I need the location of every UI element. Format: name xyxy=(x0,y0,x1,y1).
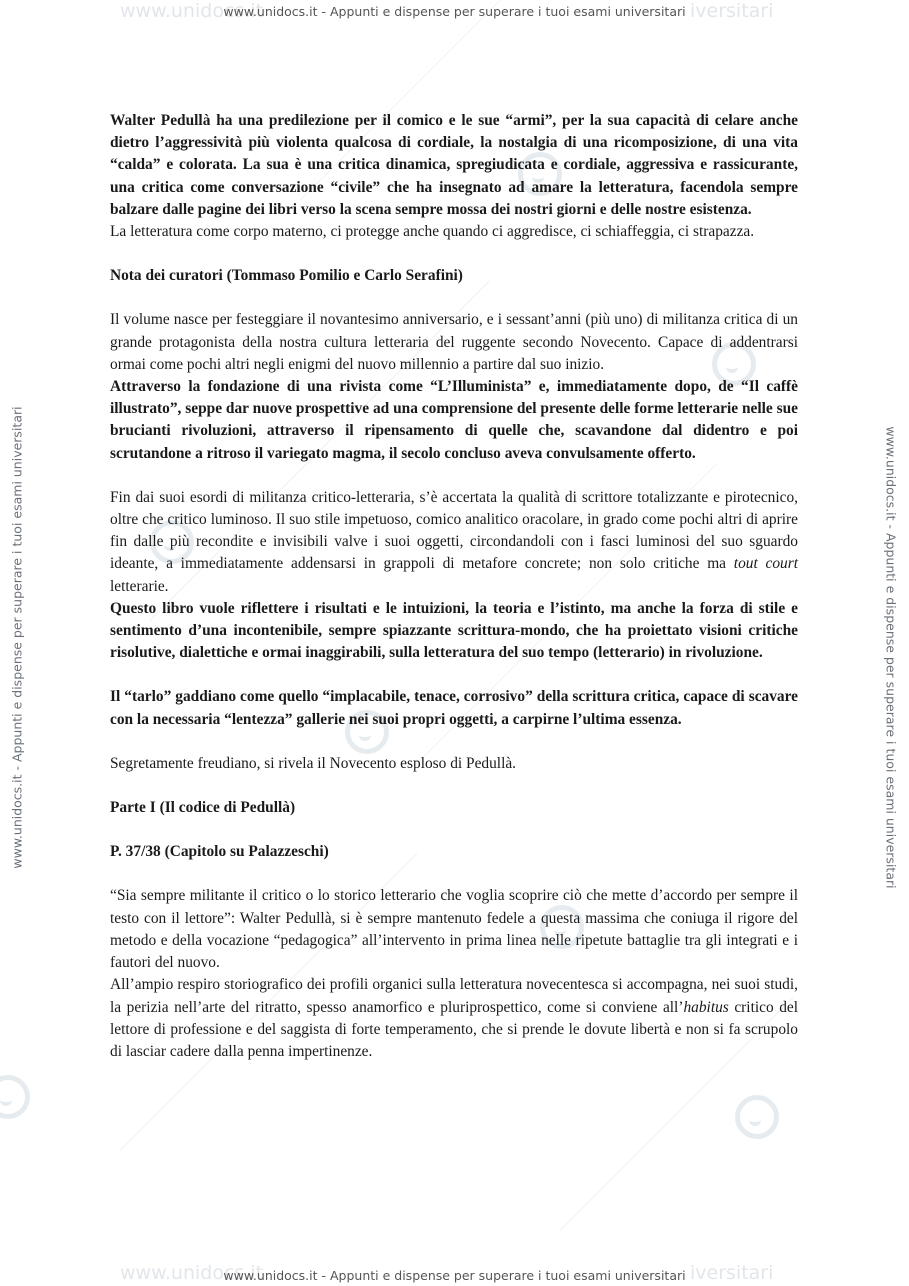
text-span: All’ampio respiro storiografico dei profili organici sulla letteratura novecentesca si accompagna, nei suoi studi, la perizia nell’arte del ritratto, spesso anamorfico e pluriprospettico, come si conviene all’ xyxy=(110,976,798,1016)
paragraph xyxy=(110,487,798,598)
italic-text: habitus xyxy=(683,998,729,1016)
ghost-watermark: www.unidocs.it xyxy=(120,0,264,22)
ghost-watermark: www.unidocs.it xyxy=(120,1262,264,1284)
paragraph xyxy=(110,974,798,1063)
italic-text: tout court xyxy=(733,555,799,573)
section-heading: Nota dei curatori (Tommaso Pomilio e Carlo Serafini) xyxy=(110,267,463,285)
paragraph: Attraverso la fondazione di una rivista come “L’Illuminista” e, immediatamente dopo, de “Il caffè illustrato”, seppe dar nuove prospettive ad una comprensione del presente delle forme letterarie nelle sue brucianti rivoluzioni, attraverso il ripensamento di quelle che, scavandone dal didentro e poi scrutandone a ritroso il variegato magma, il secolo concluso aveva convulsamente offerto. xyxy=(110,378,798,462)
document-body xyxy=(110,110,798,1063)
ghost-watermark: iversitari xyxy=(690,0,774,22)
side-watermark-left: www.unidocs.it - Appunti e dispense per superare i tuoi esami universitari xyxy=(9,406,25,869)
text-span: letterarie. xyxy=(110,577,169,595)
header-watermark: www.unidocs.it - Appunti e dispense per superare i tuoi esami universitari xyxy=(223,4,686,19)
watermark-logo-icon xyxy=(0,1075,30,1119)
text-span: Fin dai suoi esordi di militanza critico-letteraria, s’è accertata la qualità di scrittore totalizzante e pirotecnico, oltre che critico luminoso. Il suo stile impetuoso, comico analitico oracolare, in grado come pochi altri di aprire fin dalle più recondite e invisibili valve i suoi oggetti, circondandoli con i fasci luminosi del suo sguardo ideante, a immediatamente addensarsi in grappoli di metafore concrete; non solo critiche ma xyxy=(110,488,798,573)
section-heading: P. 37/38 (Capitolo su Palazzeschi) xyxy=(110,843,329,861)
ghost-watermark: iversitari xyxy=(690,1262,774,1284)
text-span: critico del lettore di professione e del saggista di forte temperamento, che si prende le dovute libertà e non si fa scrupolo di lasciar cadere dalla penna impertinenze. xyxy=(110,998,798,1060)
paragraph: Questo libro vuole riflettere i risultati e le intuizioni, la teoria e l’istinto, ma anche la forza di stile e sentimento d’una incontenibile, sempre spiazzante scrittura-mondo, che ha proiettato visioni critiche risolutive, dialettiche e ormai inaggirabili, sulla letteratura del suo tempo (letterario) in rivoluzione. xyxy=(110,599,798,662)
paragraph: Walter Pedullà ha una predilezione per il comico e le sue “armi”, per la sua capacità di celare anche dietro l’aggressività più violenta qualcosa di cordiale, la nostalgia di una ricomposizione, di una vita “calda” e colorata. La sua è una critica dinamica, spregiudicata e cordiale, aggressiva e rassicurante, una critica come conversazione “civile” che ha insegnato ad amare la letteratura, facendola sempre balzare dalle pagine dei libri verso la scena sempre mossa dei nostri giorni e delle nostre esistenza. xyxy=(110,112,798,218)
paragraph: Il “tarlo” gaddiano come quello “implacabile, tenace, corrosivo” della scrittura critica, capace di scavare con la necessaria “lentezza” gallerie nei suoi propri oggetti, a carpirne l’ultima essenza. xyxy=(110,688,798,728)
footer-watermark: www.unidocs.it - Appunti e dispense per superare i tuoi esami universitari xyxy=(223,1268,686,1283)
paragraph: “Sia sempre militante il critico o lo storico letterario che voglia scoprire ciò che mette d’accordo per sempre il testo con il lettore”: Walter Pedullà, si è sempre mantenuto fedele a questa massima che coniuga il rigore del metodo e della vocazione “pedagogica” all’intervento in prima linea nelle ripetute battaglie tra gli integrati e i fautori del nuovo. xyxy=(110,887,798,972)
watermark-logo-icon xyxy=(735,1095,779,1139)
section-heading: Parte I (Il codice di Pedullà) xyxy=(110,799,296,817)
paragraph: La letteratura come corpo materno, ci protegge anche quando ci aggredisce, ci schiaffeggia, ci strapazza. xyxy=(110,223,755,241)
paragraph: Segretamente freudiano, si rivela il Novecento esploso di Pedullà. xyxy=(110,754,517,772)
side-watermark-right: www.unidocs.it - Appunti e dispense per superare i tuoi esami universitari xyxy=(883,426,899,889)
paragraph: Il volume nasce per festeggiare il novantesimo anniversario, e i sessant’anni (più uno) di militanza critica di un grande protagonista della nostra cultura letteraria del ruggente secondo Novecento. Capace di addentrarsi ormai come pochi altri negli enigmi del nuovo millennio a partire dal suo inizio. xyxy=(110,311,798,373)
